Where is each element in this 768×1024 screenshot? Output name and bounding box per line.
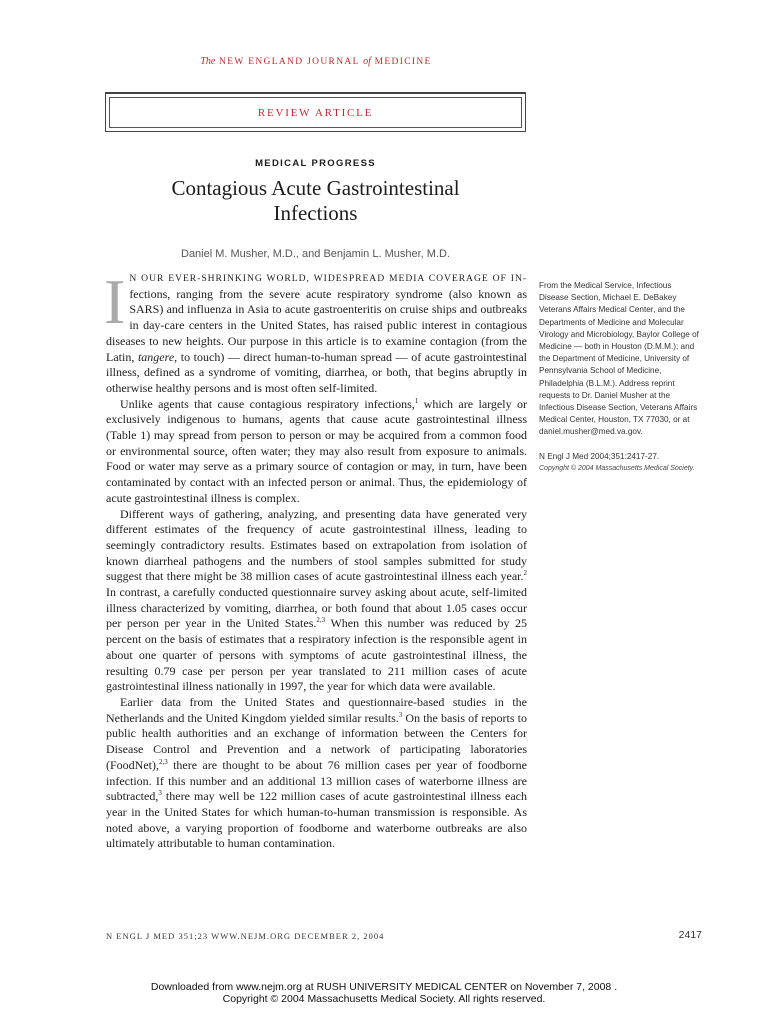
reference-superscript: 2,3 [316,616,326,625]
page-number: 2417 [678,929,702,941]
body-text: , to touch) — direct human-to-human spread — of acute gastrointestinal illness, defined as a syndrome of vomiting, diarrhea, or both, that begins abruptly in otherwise healthy persons and is most often self-limited. [106,349,528,395]
article-type-label: REVIEW ARTICLE [257,106,374,119]
author-affiliation: From the Medical Service, Infectious Disease Section, Michael E. DeBakey Veterans Affairs Medical Center, and the Departments of Medicine and Molecular Virology and Microbiology, Baylor College of Medicine — both in Houston (D.M.M.); and the Department of Medicine, University of Pennsylvania School of Medicine, Philadelphia (B.L.M.). Address reprint requests to Dr. Daniel Musher at the Infectious Disease Section, Veterans Affairs Medical Center, Houston, TX 77030, or at daniel.musher@med.va.gov. [539,281,699,437]
sidebar-copyright: Copyright © 2004 Massachusetts Medical Society. [539,464,695,472]
reference-superscript: 1 [414,396,419,405]
body-text: On the basis of reports to public health authorities and an exchange of information between the Centers for Disease Control and Prevention and a network of participating laboratories (FoodNet), [106,710,528,772]
download-line-1: Downloaded from www.nejm.org at RUSH UNIVERSITY MEDICAL CENTER on November 7, 2008 . [150,981,618,993]
reference-superscript: 2 [523,569,527,578]
body-paragraph-3 [106,507,527,695]
journal-header-the: The [200,56,216,67]
article-authors: Daniel M. Musher, M.D., and Benjamin L. Musher, M.D. [181,248,450,260]
article-type-banner [105,92,526,132]
section-kicker: MEDICAL PROGRESS [255,158,376,169]
body-text: In contrast, a carefully conducted questionnaire survey asking about acute, self-limited illness characterized by vomiting, diarrhea, or both found that about 1.05 cases occur per person per year in the United States. [106,585,527,631]
body-paragraph-4 [106,695,527,852]
citation: N Engl J Med 2004;351:2417-27. [539,451,660,461]
article-title [105,176,526,226]
footer-journal-line: N ENGL J MED 351;23 WWW.NEJM.ORG DECEMBER 2, 2004 [106,931,385,941]
latin-term: tangere [137,349,175,364]
body-text: When this number was reduced by 25 percent on the basis of estimates that a respiratory infection is the responsible agent in about one quarter of persons with symptoms of acute gastrointestinal illness, the resulting 0.79 case per person per year translated to 211 million cases of acute gastrointestinal illness nationally in 1997, the year for which data were available. [106,616,527,694]
body-paragraph-2 [106,397,527,507]
body-text: there are thought to be about 76 million cases per year of foodborne infection. If this number and an additional 13 million cases of waterborne illness are subtracted, [106,757,527,804]
body-text: Different ways of gathering, analyzing, and presenting data have generated very different estimates of the frequency of acute gastrointestinal illness, leading to seemingly contradictory results. Estimates based on extrapolation from isolation of known diarrheal pathogens and the numbers of stool samples submitted for study suggest that there might be 38 million cases of acute gastrointestinal illness each year. [106,506,527,584]
sidebar-notes [539,280,702,475]
reference-superscript: 3 [158,789,162,798]
lead-in-small-caps: N OUR EVER-SHRINKING WORLD, WIDESPREAD MEDIA COVERAGE OF IN- [129,273,527,284]
journal-header-name-b: MEDICINE [374,57,432,67]
body-text: Unlike agents that cause contagious respiratory infections, [120,396,415,411]
body-text: there may well be 122 million cases of acute gastrointestinal illness each year in the United States for which human-to-human transmission is responsible. As noted above, a varying proportion of foodborne and waterborne outbreaks are also ultimately attributable to human contamination. [106,789,527,851]
body-paragraph-1 [104,266,528,397]
body-text: fections, ranging from the severe acute respiratory syndrome (also known as SARS) and influenza in Asia to acute gastroenteritis on cruise ships and outbreaks in day-care centers in the United States, has raised public interest in contagious diseases to new heights. Our purpose in this article is to examine contagion (from the Latin, [106,286,527,364]
body-text: Earlier data from the United States and questionnaire-based studies in the Netherlands and the United Kingdom yielded similar results. [106,694,527,725]
reference-superscript: 3 [398,710,403,719]
reference-superscript: 2,3 [159,757,168,766]
journal-header-name-a: NEW ENGLAND JOURNAL [219,57,360,67]
article-title-line-2: Infections [273,201,358,225]
download-notice [0,981,768,1005]
journal-header-of: of [363,56,371,67]
body-text: which are largely or exclusively indigenous to humans, agents that cause acute gastrointestinal illness (Table 1) may spread from person to person or may be acquired from a common food or environmental source, often water; they may also result from exposure to animals. Food or water may serve as a primary source of contagion or may, in turn, have been contaminated by contact with an infected person or animal. Thus, the epidemiology of acute gastrointestinal illness is complex. [106,396,528,505]
download-line-2: Copyright © 2004 Massachusetts Medical Society. All rights reserved. [222,993,546,1005]
page-footer [106,931,702,941]
journal-header [106,56,526,67]
article-title-line-1: Contagious Acute Gastrointestinal [171,176,460,200]
drop-cap: I [104,266,126,337]
article-body [104,266,528,852]
